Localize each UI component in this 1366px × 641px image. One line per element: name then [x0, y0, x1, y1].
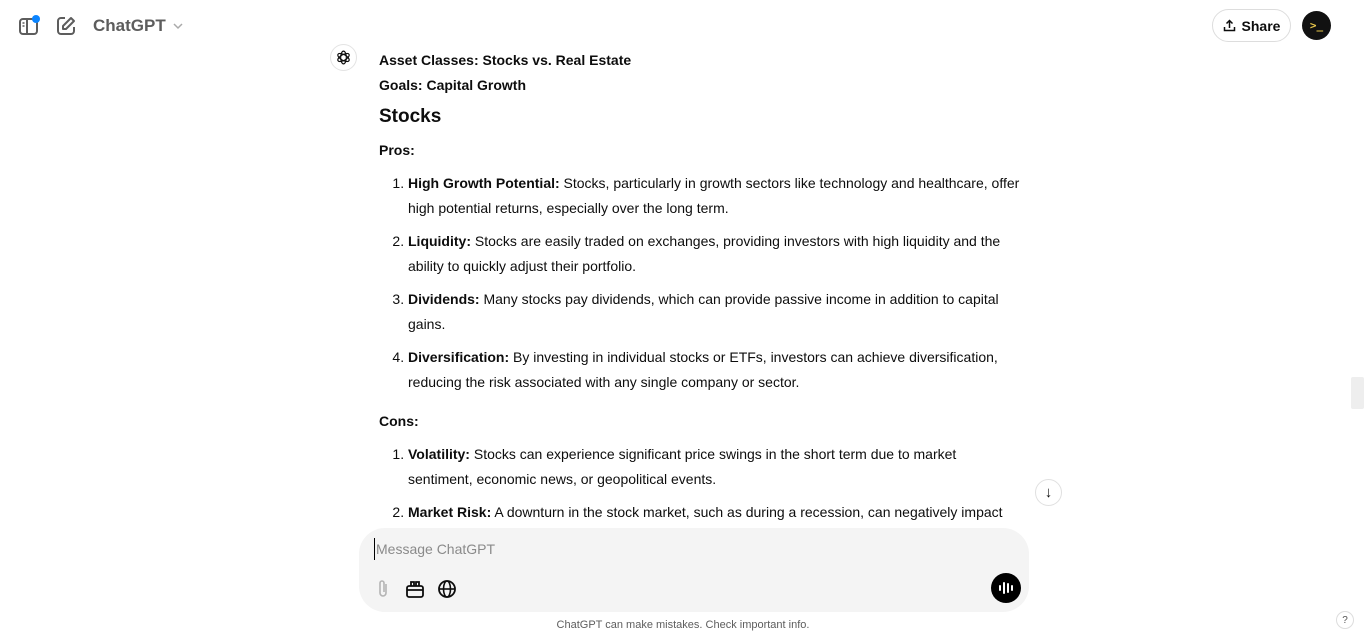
voice-mode-button[interactable]: [991, 573, 1021, 603]
item-term: Liquidity:: [408, 233, 471, 249]
share-icon: [1223, 19, 1236, 32]
list-item: [408, 287, 1024, 337]
attach-button[interactable]: [372, 578, 394, 600]
list-item: [408, 171, 1024, 221]
web-search-button[interactable]: [436, 578, 458, 600]
list-item: [408, 442, 1024, 492]
assistant-avatar: [330, 44, 357, 71]
toolbox-icon: [405, 579, 425, 599]
scroll-to-bottom-button[interactable]: [1035, 479, 1062, 506]
cons-list: [379, 442, 1024, 525]
waveform-icon: [998, 581, 1014, 595]
paperclip-icon: [375, 579, 391, 599]
pros-list: [379, 171, 1024, 395]
list-item: [408, 345, 1024, 395]
item-term: Volatility:: [408, 446, 470, 462]
model-selector[interactable]: [93, 16, 184, 36]
message-input[interactable]: [374, 538, 974, 560]
item-text: Stocks can experience significant price swings in the short term due to market sentiment, economic news, or geopolitical events.: [408, 446, 957, 487]
top-bar: [0, 0, 1366, 52]
pros-label: Pros:: [379, 142, 415, 158]
notification-dot: [32, 15, 40, 23]
share-button[interactable]: [1212, 9, 1291, 42]
item-text: Many stocks pay dividends, which can provide passive income in addition to capital gains.: [408, 291, 999, 332]
share-label: Share: [1241, 17, 1281, 34]
composer: [359, 528, 1029, 612]
disclaimer: ChatGPT can make mistakes. Check important info.: [556, 619, 810, 631]
item-term: Market Risk:: [408, 504, 492, 520]
model-name: ChatGPT: [93, 16, 166, 35]
arrow-down-icon: ↓: [1044, 484, 1053, 501]
list-item: [408, 500, 1024, 525]
sidebar-toggle-button[interactable]: [18, 15, 40, 37]
chevron-down-icon: [172, 20, 184, 32]
item-term: High Growth Potential:: [408, 175, 560, 191]
item-text: Stocks are easily traded on exchanges, providing investors with high liquidity and the ability to quickly adjust their portfolio.: [408, 233, 1001, 274]
item-term: Diversification:: [408, 349, 510, 365]
item-text: Stocks, particularly in growth sectors like technology and healthcare, offer high potential returns, especially over the long term.: [408, 175, 1020, 216]
goals-line: Goals: Capital Growth: [379, 77, 527, 93]
new-chat-button[interactable]: [55, 15, 77, 37]
item-term: Dividends:: [408, 291, 480, 307]
item-text: A downturn in the stock market, such as during a recession, can negatively impact: [491, 504, 1003, 520]
edit-icon: [56, 16, 76, 36]
item-text: By investing in individual stocks or ETFs, investors can achieve diversification, reducing the risk associated with any single company or sector.: [408, 349, 998, 390]
user-avatar[interactable]: >_: [1302, 11, 1331, 40]
asset-classes-line: Asset Classes: Stocks vs. Real Estate: [379, 52, 632, 68]
openai-logo-icon: [335, 49, 352, 66]
list-item: [408, 229, 1024, 279]
sidebar-icon: [18, 15, 40, 37]
tools-button[interactable]: [404, 578, 426, 600]
help-button[interactable]: ?: [1336, 611, 1354, 629]
scrollbar-thumb[interactable]: [1351, 377, 1364, 409]
cons-label: Cons:: [379, 413, 419, 429]
section-heading: Stocks: [379, 106, 442, 127]
globe-icon: [437, 579, 457, 599]
assistant-message: [379, 48, 1024, 528]
